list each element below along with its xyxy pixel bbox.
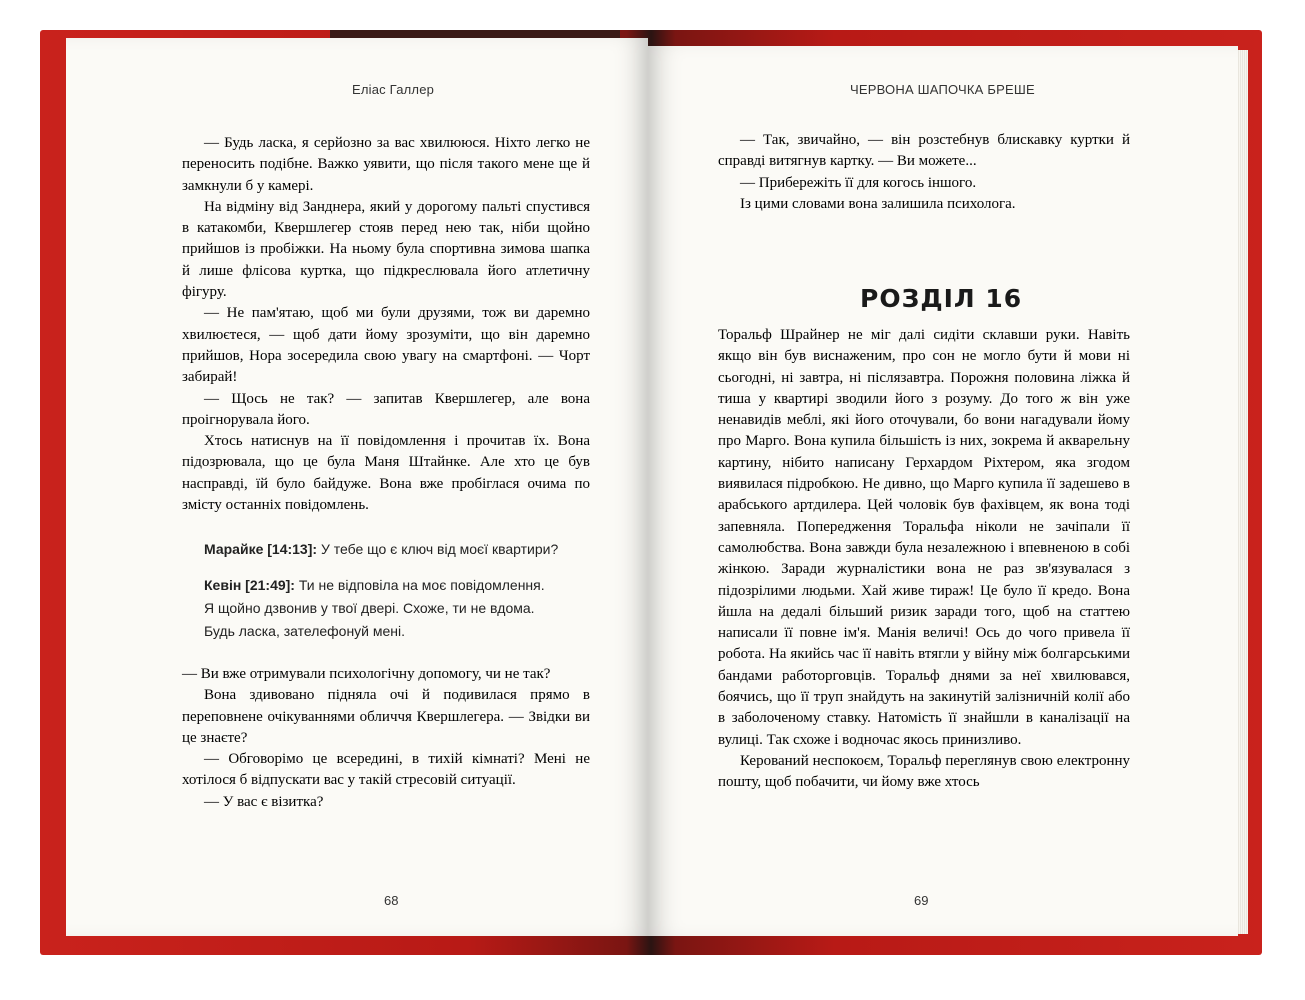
left-text-bottom	[182, 664, 590, 813]
paragraph: — Не пам'ятаю, щоб ми були друзями, тож ви даремно хвилюєтеся, — щоб дати йому зрозуміти, що він даремно прийшов, Нора зосередила свою увагу на смартфоні. — Чорт забирай!	[182, 305, 590, 386]
message-sender: Кевін [21:49]:	[204, 577, 295, 593]
right-running-head: ЧЕРВОНА ШАПОЧКА БРЕШЕ	[850, 82, 1035, 97]
message-text: Будь ласка, зателефонуй мені.	[204, 623, 406, 639]
right-page-number: 69	[914, 893, 929, 908]
paragraph: — Будь ласка, я серйозно за вас хвилююся. Ніхто легко не переносить подібне. Важко уявити, що після такого мене ще й замкнули б у камері.	[182, 135, 590, 194]
message	[204, 574, 594, 643]
left-running-head: Еліас Галлер	[352, 82, 435, 97]
paragraph: — У вас є візитка?	[204, 793, 324, 810]
left-page-number: 68	[384, 893, 399, 908]
paragraph: На відміну від Занднера, який у дорогому пальті спустився в катакомби, Квершлегер стояв перед нею так, ніби щойно прийшов із пробіжки. На ньому була спортивна зимова шапка й лише флісова куртка, що підкреслювала його атлетичну фігуру.	[182, 198, 590, 301]
paragraph: Вона здивовано підняла очі й подивилася прямо в переповнене очікуваннями обличчя Квершлегера. — Звідки ви це знаєте?	[182, 687, 590, 746]
message-text: У тебе що є ключ від моєї квартири?	[320, 541, 559, 557]
paragraph: Керований неспокоєм, Торальф переглянув свою електронну пошту, щоб побачити, чи йому вже хтось	[718, 752, 1130, 791]
message-text: Ти не відповіла на моє повідомлення.	[298, 577, 545, 593]
message-sender: Марайке [14:13]:	[204, 541, 318, 557]
paragraph: — Щось не так? — запитав Квершлегер, але вона проігнорувала його.	[182, 390, 590, 428]
message-log	[204, 538, 594, 656]
paragraph: — Ви вже отримували психологічну допомогу, чи не так?	[182, 666, 551, 682]
right-text-bottom	[718, 325, 1130, 794]
left-text-top	[182, 133, 590, 516]
paragraph: — Так, звичайно, — він розстебнув блискавку куртки й справді витягнув картку. — Ви можете...	[718, 132, 1130, 170]
paragraph: Хтось натиснув на її повідомлення і прочитав їх. Вона підозрювала, що це була Маня Штайнке. Але хто це був насправді, їй було байдуже. Вона вже пробіглася очима по змісту останніх повідомлень.	[182, 433, 590, 514]
chapter-title: РОЗДІЛ 16	[860, 284, 1023, 313]
message	[204, 538, 594, 561]
page-edges	[1238, 50, 1248, 934]
paragraph: Із цими словами вона залишила психолога.	[740, 195, 1016, 212]
paragraph: — Прибережіть її для когось іншого.	[740, 174, 977, 191]
right-text-top	[718, 130, 1130, 215]
paragraph: — Обговорімо це всередині, в тихій кімнаті? Мені не хотілося б відпускати вас у такій стресовій ситуації.	[182, 751, 590, 789]
message-text: Я щойно дзвонив у твої двері. Схоже, ти не вдома.	[204, 600, 535, 616]
paragraph: Торальф Шрайнер не міг далі сидіти склавши руки. Навіть якщо він був виснаженим, про сон не могло бути й мови ні сьогодні, ні завтра, ні післязавтра. Порожня половина ліжка й тиша у квартирі зводили його з розуму. До того ж він уже ненавидів меблі, які його оточували, бо вони нагадували йому про Марго. Вона купила більшість із них, зокрема й акварельну картину, нібито написану Герхардом Ріхтером, яка згодом виявилася підробкою. Не дивно, що Марго купила її задешево в арабського артдилера. Цей чоловік був фахівцем, як вона тоді запевняла. Попередження Торальфа ніколи не зачіпали її самолюбства. Вона завжди була незалежною і впевненою в собі жінкою. Заради журналістики вона не раз зв'язувалася з підозрілими людьми. Хай живе тираж! Це було її кредо. Вона йшла на дедалі більший ризик заради того, щоб на статтею написали її повне ім'я. Манія величі! Ось до чого привела її робота. На якийсь час її навіть втягли у війну між болгарськими бандами работорговців. Торальф днями за неї хвилювався, боячись, що її труп знайдуть на закинутій залізничній колії або в заболоченому ставку. Натомість її знайшли в каналізації на вулиці. Так схоже і водночас якось принизливо.	[718, 327, 1130, 748]
